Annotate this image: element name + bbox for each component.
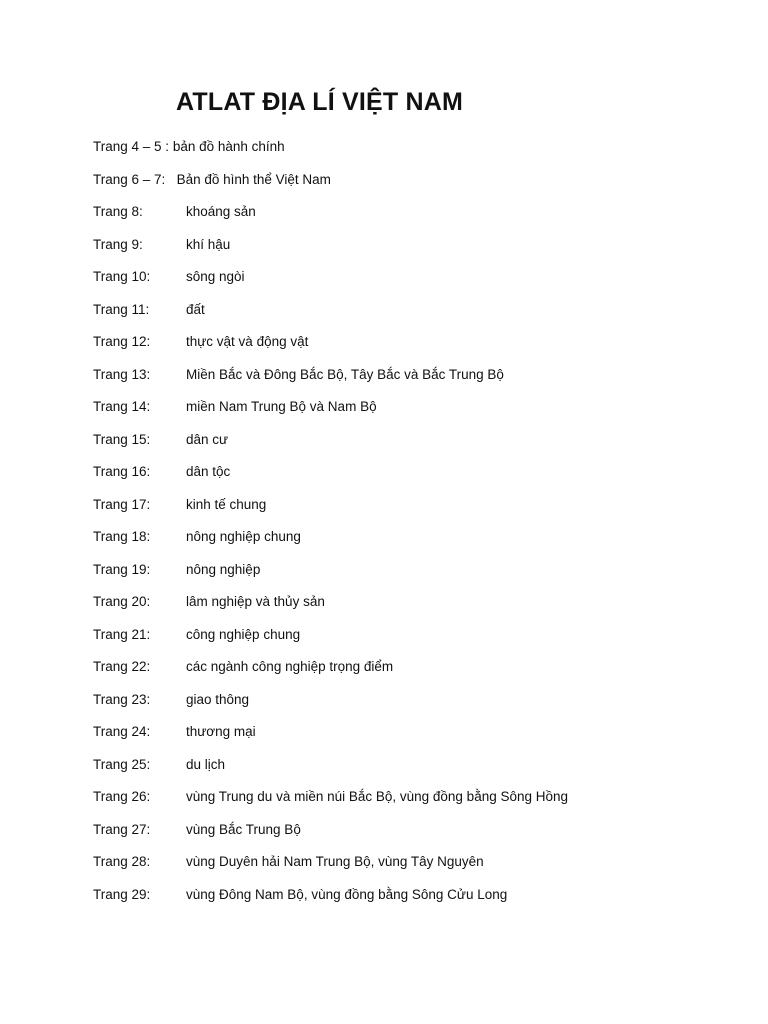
page-number: Trang 8: [93,204,143,219]
map-topic: kinh tế chung [186,496,267,512]
index-row [93,430,733,463]
index-row [93,885,733,918]
index-row [93,267,733,300]
index-row [93,722,733,755]
page-number: Trang 21: [93,626,151,642]
page-number: Trang 11: [93,301,150,317]
map-topic: các ngành công nghiệp trọng điểm [186,659,394,674]
index-row-intro-1 [93,137,733,170]
index-row [93,560,733,593]
page-number: Trang 15: [93,431,151,447]
map-topic: vùng Duyên hải Nam Trung Bộ, vùng Tây Nguyên [186,854,484,869]
page-number: Trang 16: [93,464,151,479]
map-topic: khoáng sản [186,204,256,219]
page-number: Trang 6 – 7: [93,171,166,187]
map-topic: nông nghiệp [186,561,261,577]
page-number: Trang 29: [93,886,151,902]
map-topic: đất [186,301,205,317]
map-topic: vùng Trung du và miền núi Bắc Bộ, vùng đồng bằng Sông Hồng [186,789,569,804]
index-row [93,332,733,365]
page-number: Trang 20: [93,594,151,609]
map-topic: thực vật và động vật [186,334,309,349]
page-number: Trang 10: [93,269,151,284]
map-topic: giao thông [186,691,250,707]
map-topic: vùng Bắc Trung Bộ [186,821,301,837]
index-row [93,235,733,268]
map-topic: lâm nghiệp và thủy sản [186,594,325,609]
page-title: ATLAT ĐỊA LÍ VIỆT NAM [176,88,464,116]
page-number: Trang 9: [93,236,143,252]
map-topic: Bản đồ hình thể Việt Nam [176,171,331,187]
index-row [93,300,733,333]
map-topic: sông ngòi [186,269,245,284]
page-number: Trang 12: [93,334,151,349]
page-number: Trang 4 – 5 : [93,139,170,154]
map-topic: nông nghiệp chung [186,529,301,544]
map-topic: dân cư [186,431,229,447]
index-row [93,787,733,820]
index-row [93,462,733,495]
index-row [93,657,733,690]
page-number: Trang 28: [93,854,151,869]
map-topic: vùng Đông Nam Bộ, vùng đồng bằng Sông Cửu Long [186,886,508,902]
page-number: Trang 25: [93,756,151,772]
page-number: Trang 27: [93,821,151,837]
page-number: Trang 24: [93,724,151,739]
page-number: Trang 19: [93,561,151,577]
map-topic: thương mại [186,724,256,739]
page-number: Trang 22: [93,659,151,674]
index-row [93,755,733,788]
page-number: Trang 14: [93,399,151,414]
index-row [93,592,733,625]
page-number: Trang 18: [93,529,151,544]
map-topic: khí hậu [186,236,231,252]
page-index-list [93,137,733,917]
page-number: Trang 17: [93,496,151,512]
index-row [93,495,733,528]
index-row [93,202,733,235]
page-number: Trang 13: [93,366,151,382]
index-row [93,690,733,723]
page-number: Trang 23: [93,691,151,707]
map-topic: du lịch [186,756,226,772]
index-row [93,397,733,430]
index-row [93,820,733,853]
index-row [93,527,733,560]
map-topic: dân tộc [186,464,231,479]
index-row [93,365,733,398]
map-topic: Miền Bắc và Đông Bắc Bộ, Tây Bắc và Bắc Trung Bộ [186,366,504,382]
map-topic: bản đồ hành chính [172,139,285,154]
map-topic: công nghiệp chung [186,626,301,642]
page-number: Trang 26: [93,789,151,804]
index-row [93,625,733,658]
index-row [93,852,733,885]
map-topic: miền Nam Trung Bộ và Nam Bộ [186,399,377,414]
index-row-intro-2 [93,170,733,203]
